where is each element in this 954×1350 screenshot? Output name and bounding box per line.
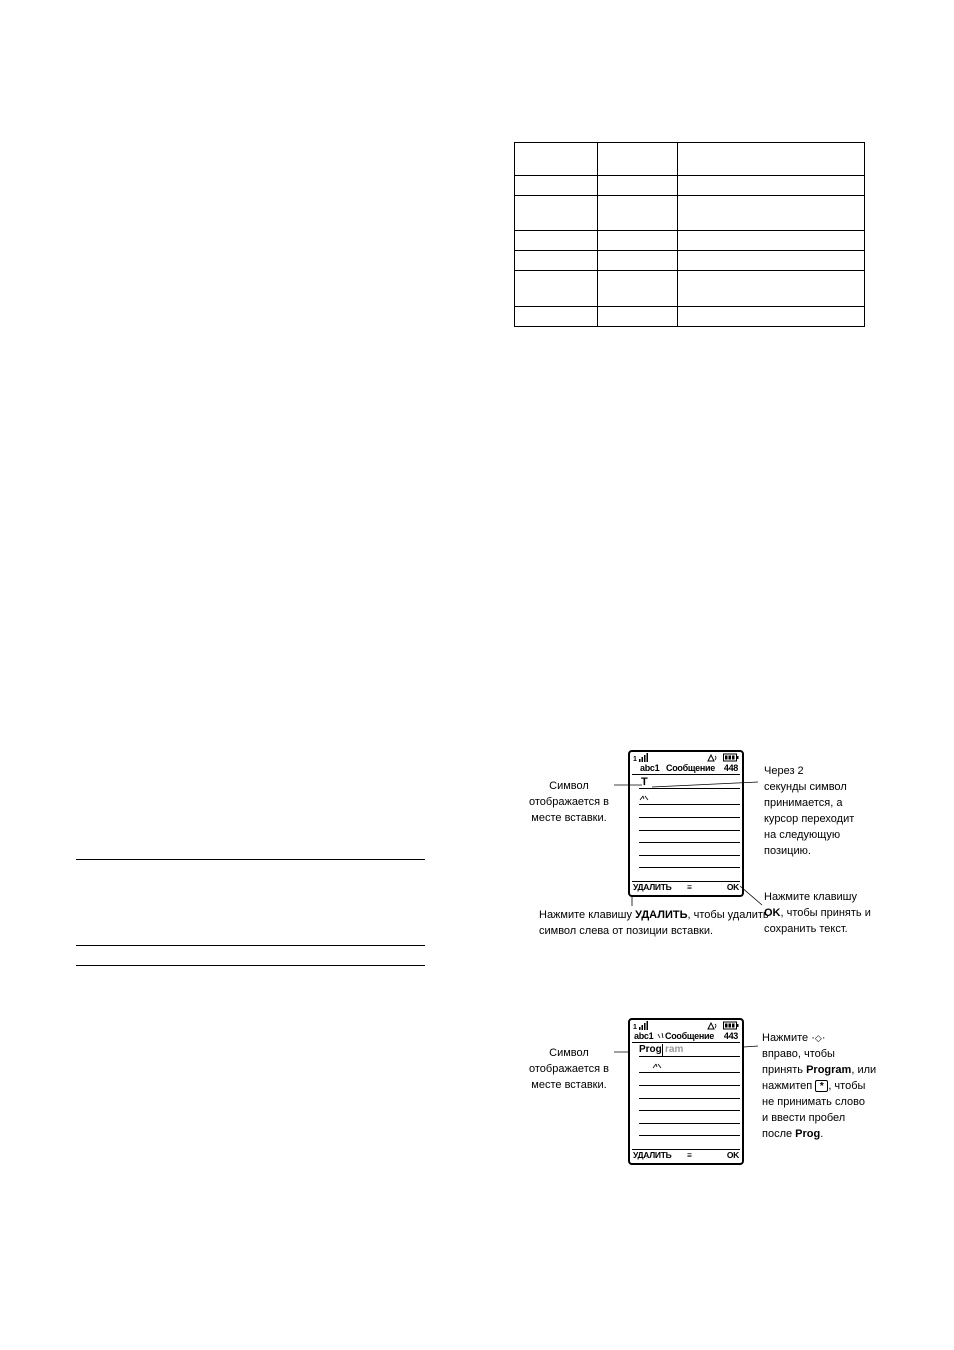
title-bar — [632, 1031, 740, 1043]
callout-insert-position: Символ отображается в месте вставки. — [529, 1047, 609, 1091]
callout-text: после — [762, 1128, 796, 1140]
menu-icon[interactable]: ≡ — [687, 1150, 692, 1160]
callout-text: Нажмите клавишу — [764, 891, 858, 903]
callout-delete-key — [539, 907, 769, 939]
text-line — [639, 1072, 740, 1073]
svg-text:1: 1 — [633, 756, 637, 762]
text-line — [639, 1135, 740, 1136]
callout-text: и ввести пробел — [762, 1112, 846, 1124]
nav-key-icon: ◇ — [814, 1033, 822, 1043]
callout-accept-word — [762, 1030, 892, 1142]
screen-title: Сообщение — [665, 1031, 714, 1041]
ok-key-label: OK — [764, 907, 781, 919]
svg-text:1: 1 — [633, 1024, 637, 1030]
text-line — [639, 1110, 740, 1111]
text-line — [639, 1085, 740, 1086]
ok-softkey[interactable]: OK — [726, 882, 739, 892]
delete-softkey[interactable]: УДАЛИТЬ — [633, 1150, 672, 1160]
text-line — [639, 1098, 740, 1099]
callout-text: , чтобы удалить символ слева от позиции вставки. — [539, 909, 769, 937]
star-key-icon: * — [815, 1080, 828, 1092]
callout-text: . — [820, 1128, 824, 1140]
program-word-label: Program — [806, 1064, 852, 1076]
input-mode: abc1 — [640, 763, 660, 773]
entered-character: T — [641, 776, 648, 788]
callout-text: Нажмите клавишу — [539, 909, 636, 921]
callout-text: Нажмите · — [762, 1032, 815, 1044]
callout-text: , чтобы принять и сохранить текст. — [764, 907, 871, 935]
delete-softkey[interactable]: УДАЛИТЬ — [633, 882, 672, 892]
phone-screen-2 — [628, 1018, 744, 1165]
callout-text: нажмитеп — [762, 1080, 816, 1092]
callout-text: , или — [851, 1064, 877, 1076]
typed-word: Prog — [639, 1044, 662, 1055]
ok-softkey[interactable]: OK — [726, 1150, 739, 1160]
screen-title: Сообщение — [666, 763, 715, 773]
callout-insert-position: Символ отображается в месте вставки. — [529, 780, 609, 824]
char-counter: 443 — [723, 1031, 738, 1041]
menu-icon[interactable]: ≡ — [687, 882, 692, 892]
softkey-bar — [632, 1149, 740, 1161]
status-bar — [633, 1021, 739, 1031]
text-line — [639, 1123, 740, 1124]
suggested-completion: ram — [665, 1044, 684, 1055]
cursor-icon — [657, 1032, 665, 1043]
callout-text: не принимать слово — [762, 1096, 865, 1108]
text-cursor — [662, 1044, 663, 1056]
input-mode: abc1 — [634, 1031, 654, 1041]
prog-word-label: Prog — [795, 1128, 821, 1140]
callout-text: · — [821, 1032, 826, 1044]
callout-text: , чтобы — [828, 1080, 866, 1092]
callout-auto-accept: Через 2 секунды символ принимается, а курсор переходит на следующую позицию. — [764, 765, 855, 857]
callout-ok-key — [764, 889, 894, 937]
callout-text: вправо, чтобы — [762, 1048, 835, 1060]
callout-text: принять — [762, 1064, 807, 1076]
text-line — [639, 1056, 740, 1057]
char-counter: 448 — [723, 763, 738, 773]
delete-key-label: УДАЛИТЬ — [635, 909, 688, 921]
